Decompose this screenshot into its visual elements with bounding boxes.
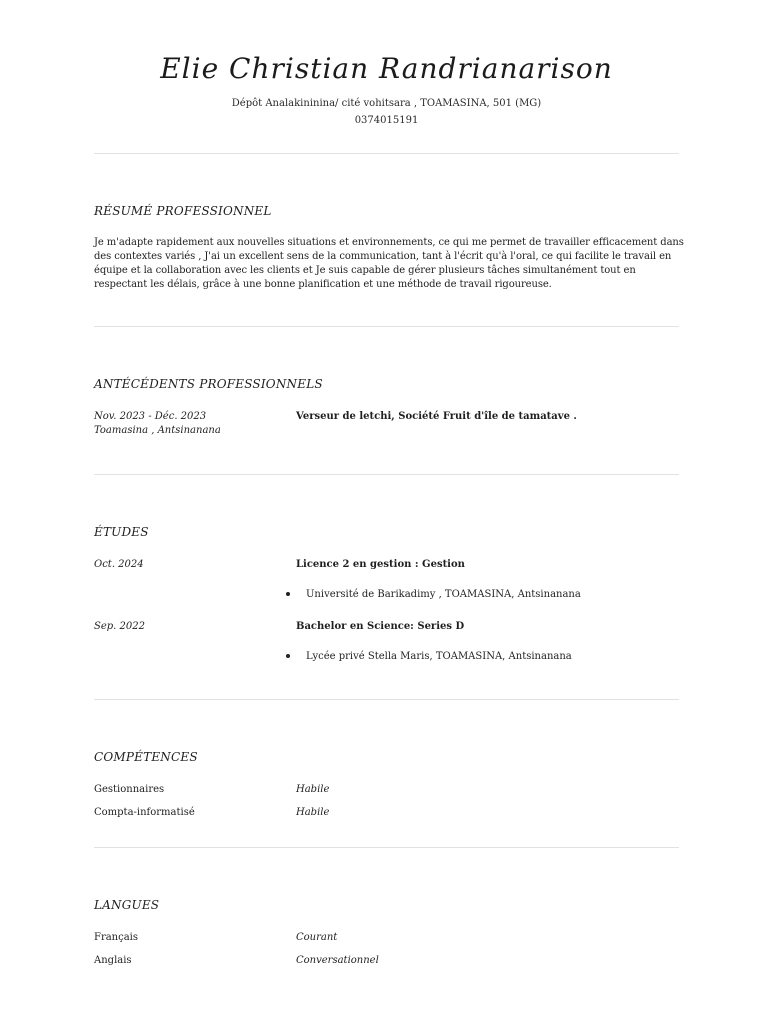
education-school: Lycée privé Stella Maris, TOAMASINA, Antsinanana xyxy=(306,651,572,662)
education-date: Oct. 2024 xyxy=(94,559,144,570)
language-level: Courant xyxy=(296,932,338,943)
language-level: Conversationnel xyxy=(296,955,379,966)
divider xyxy=(94,326,679,327)
summary-title: RÉSUMÉ PROFESSIONNEL xyxy=(94,204,272,218)
skills-title: COMPÉTENCES xyxy=(94,750,198,764)
skill-name: Gestionnaires xyxy=(94,784,165,795)
education-title: ÉTUDES xyxy=(94,525,149,539)
language-name: Français xyxy=(94,932,139,943)
divider xyxy=(94,153,679,154)
experience-title: ANTÉCÉDENTS PROFESSIONNELS xyxy=(94,377,323,391)
experience-location: Toamasina , Antsinanana xyxy=(94,425,221,436)
education-degree: Licence 2 en gestion : Gestion xyxy=(296,559,465,570)
education-school-item xyxy=(286,651,686,662)
divider xyxy=(94,847,679,848)
education-school: Université de Barikadimy , TOAMASINA, Antsinanana xyxy=(306,589,581,600)
skill-level: Habile xyxy=(296,784,330,795)
skill-name: Compta-informatisé xyxy=(94,807,195,818)
contact-address: Dépôt Analakininina/ cité vohitsara , TOAMASINA, 501 (MG) xyxy=(231,98,542,109)
candidate-name: Elie Christian Randrianarison xyxy=(160,52,613,85)
divider xyxy=(94,474,679,475)
education-degree: Bachelor en Science: Series D xyxy=(296,621,465,632)
education-date: Sep. 2022 xyxy=(94,621,145,632)
summary-text: Je m'adapte rapidement aux nouvelles situations et environnements, ce qui me permet de travailler efficacement dans des contextes variés , J'ai un excellent sens de la communication, tant à l'écrit qu'à l'oral, ce qui facilite le travail en équipe et la collaboration avec les clients et Je suis capable de gérer plusieurs tâches simultanément tout en respectant les délais, grâce à une bonne planification et une méthode de travail rigoureuse. xyxy=(94,237,684,290)
education-school-item xyxy=(286,589,686,600)
bullet-icon xyxy=(286,592,290,596)
skill-level: Habile xyxy=(296,807,330,818)
languages-title: LANGUES xyxy=(94,898,160,912)
language-name: Anglais xyxy=(94,955,132,966)
experience-dates: Nov. 2023 - Déc. 2023 xyxy=(94,411,207,422)
divider xyxy=(94,699,679,700)
experience-role: Verseur de letchi, Société Fruit d'île de tamatave . xyxy=(296,411,577,422)
bullet-icon xyxy=(286,654,290,658)
contact-phone: 0374015191 xyxy=(354,115,419,126)
